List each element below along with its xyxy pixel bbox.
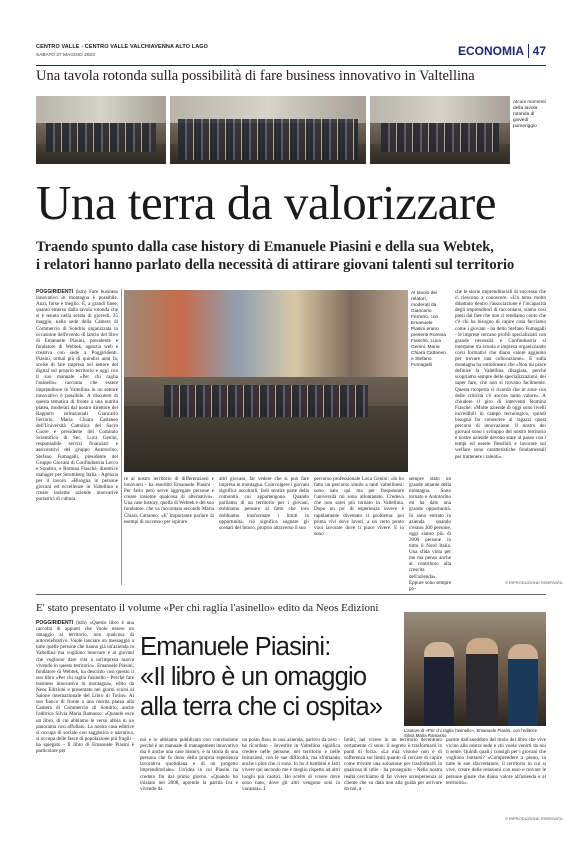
article2-kicker: E' stato presentato il volume «Per chi raglia l'asinello» edito da Neos Edizioni	[36, 602, 379, 614]
article1-col-1	[36, 289, 118, 587]
article1-col-4: percorso professionale Luca Genini: «Io ho fatto un percorso simile a tanti valtellinesi: sono nato qui ma per frequentare l'università mi sono allontanato. Credevo che non sarei più tornato in Valtellina. Dopo un po' di esperienza invece è rapidamente diventato il problema: poi prima vivi dove lavori, a un certo punto vuoi lavorare dove ti piace vivere. E io sono	[314, 476, 404, 537]
subheadline-line-2: i relatori hanno parlato della necessità di attirare giovani talenti sul territorio	[36, 257, 515, 273]
article2-col-3: un posto fisso in una azienda, partivo da zero - ha ricordato - Investire in Valtellina significa credere nelle persone, nel territorio e nelle istituzioni, con le sue difficoltà, ma sfruttando anche i plus che ci sono. Io ho 4 bambini e farli vivere qui secondo me è meglio rispetto ad altri luoghi più caotici. Ho scelto di vivere dove sono nato, dove gli altri vengono solo in vacanza». I	[242, 737, 340, 792]
photo-author-editor	[404, 612, 546, 726]
issue-date: SABATO 27 MAGGIO 2023	[36, 53, 95, 58]
photo-speakers-group	[170, 96, 366, 164]
article2-byline: POGGIRIDENTI	[36, 620, 74, 626]
article2-headline-line-1: Emanuele Piasini:	[140, 633, 331, 661]
photo-audience-right	[370, 96, 510, 164]
article2-col-2: noi e lo abbiamo pubblicato con convinzione perché è un manuale di management innovativo ma è anche una case history, è la storia di una persona che fa dono della propria esperienza lavorativa quotidiana e di un progetto imprenditoriale». Un'idea in cui Piasini ha creduto fin dal primo giorno. «Quando ho iniziato nel 2008, aprendo la partita Iva e vivendo da	[140, 737, 238, 792]
article1-col-2: re al nostro territorio di differenziarsi e innovarsi - ha esordito Emanuele Piasini - Per farlo però serve aggregare persone e creare insieme qualcosa di alternativo». Una case history, quella di Webtek e del suo fondatore, che va raccontata secondo Maria Chiara Cattaneo: «E' importante parlare di esempi di successo per ispirare	[124, 476, 214, 525]
article1-col-1-text: (bzh) Fare business innovativo in montagna è possibile. Anzi, forse è meglio. È, a grandi linee, quanto emerso dalla tavola rotonda che si è tenuta nella serata di giovedì, 25 maggio, nella sede della Camera di Commercio di Sondrio organizzata in occasione dell'evento di lancio del libro di Emanuele Piasini, presidente e fondatore di Webtek, agenzia web e creativa con sede a Poggiridenti. Piasini, ormai più di quindici anni fa, scelse di fare impresa nel settore del digital sul proprio territorio e oggi con il suo manuale «Per chi raglia l'asinello» racconta che essere imprenditore in Valtellina in un settore innovativo è possibile. A discutere di questa tematica di fronte a una nutrita platea, moderati dal nostro direttore dei Rapporti istituzionali Giancarlo Ferrario, Maria Chiara Cattaneo dell'Università Cattolica del Sacro Cuore e presidente del Comitato Scientifico di Sec, Luca Genini, responsabile servizi finanziari e assicurativi del gruppo Autotorino, Stefano Fumagalli, presidente del Gruppo Giovani di Confindustria Lecco e Sondrio, e Romina Fiaschè, direttrice manager per Stromberg Italia - Agenzia per il lavoro. «Bisogna in persone giovani ed eccellenze in Valtellina e creare insieme aziende innovative portatrici di cultura.	[36, 289, 118, 503]
article2-credit: © RIPRODUZIONE RISERVATA	[505, 816, 563, 821]
photo-audience-left	[36, 96, 166, 164]
article2-col-4: limiti, nel vivere in un territorio decentrato certamente ci sono: il segreto è trasformarli in punti di forza. «La mia visione non è di sofferenza sui limiti quanto di cercare di capire come trovare una soluzione per trasformarli in qualcosa di utile - ha proseguito - Nella nostra realtà cerchiamo di far vivere un'esperienza al cliente che va data non alla guida per arrivare da noi, a	[344, 737, 442, 792]
article1-col-5: sempre stato un grande amante della montagna. Sono tornato e Autotorino mi ha dato una grande opportunità. Io sono entrato in azienda quando c'erano 300 persone, oggi siamo più di 2000 persone in tutto il Nord Italia. Una sfida vinta per me ma penso anche al contributo alla crescita dell'azienda». Eppure sono sempre po-	[409, 476, 451, 592]
main-headline: Una terra da valorizzare	[36, 175, 496, 230]
top-kicker: Una tavola rotonda sulla possibilità di fare business innovativo in Valtellina	[36, 68, 475, 84]
article1-byline: POGGIRIDENTI	[36, 289, 74, 295]
top-photo-caption: Alcuni momenti della tavola rotonda di giovedì pomeriggio	[513, 100, 546, 129]
subheadline-line-1: Traendo spunto dalla case history di Emanuele Piasini e della sua Webtek,	[36, 239, 494, 255]
photo-round-table	[124, 290, 408, 472]
article1-col-3: altri giovani, far vedere che si può fare impresa in montagna. Coinvolgere i giovani significa ascoltarli, farli sentire parte della comunità cui appartengono. Quando parliamo di un territorio per i giovani, dobbiamo pensare al fatto che loro dobbiamo trasformare i limiti in opportunità, ciò significa sognare gli scenari del futuro, proprio attraverso il suo	[219, 476, 309, 531]
newspaper-name: CENTRO VALLE - CENTRO VALLE VALCHIAVENNA ALTO LAGO	[36, 44, 209, 50]
article2-col-5: partire dall'aneddoto del titolo del libro che vive vicino alla nostra sede e chi vuole venirti da noi ti sente. Quindi quali i consigli per i giovani che vogliono buttarsi? «Comprendere a pieno, in tutte le sue sfaccettature, il territorio in cui si vive, creare delle relazioni con esso e trovare le persone giuste che diano valore all'azienda e al territorio».	[446, 737, 546, 786]
article1-photo-caption: Al tavolo dei relatori, moderati da Giancarlo Ferrario, con Emanuele Piasini erano presenti Romina Fiaschè, Luca Genini, Maria Chiara Cattaneo e Stefano Fumagalli	[411, 291, 446, 368]
page-number: 47	[528, 44, 546, 58]
subheadline	[36, 238, 546, 274]
article2-headline	[140, 632, 400, 722]
article2-col-1-text: (bzh) «Questo libro è una raccolta di appunti che vuole essere un omaggio al territorio, non qualcosa di autocelebrativo. Vuole lanciare un messaggio a tutte quelle persone che hanno già un'azienda in Valtellina ma vogliono innovare e ai giovani che vogliono dare vita a un'impresa nuova vivendo in questo territorio». Emanuele Piasini, fondatore di Webtek, ha descritto così questo il suo libro «Per chi raglia l'asinello - Perché fare business innovativo in montagna», edito da Neos Edizioni e presentato nei giorni scorsi al Salone internazionale del Libro di Torino. Al suo fianco di fronte a una nutrita platea alla Camera di Commercio di Sondrio, anche l'editrice Silvia Maria Ramasso: «Quando esce un libro, di cui abbiamo le verso abbia in un panorama così affollato. La nostra casa editrice si occupa di sociale con saggistica e narrativa, si occupa delle fasce di popolazione più fragili - ha spiegato - Il libro di Emanuele Piasini è particolare per	[36, 620, 134, 754]
page-header	[36, 44, 546, 66]
section-name: ECONOMIA	[458, 44, 524, 58]
article2-photo-caption: L'autore di «Per chi raglia l'asinello», Emanuele Piasini, con l'editrice Silvia Maria Ramasso	[404, 728, 538, 738]
article1-col-6: che le storie imprenditoriali di successo che ci riescono a conoscere. «Un tema molto dibattuto dentro l'associazione è l'incapacità degli imprenditori di raccontarsi, siamo così presi dal fare che non ci rendiamo conto che c'è chi ha bisogno di capire cosa facciamo come i giovani - ha detto Stefano Fumagalli - le imprese cercano profili specializzati con grande necessità e Confindustria si interpone tra scuola e impresa organizzando corsi formativi che diano valore aggiunto per trovare una collocazione». E sulla montagna ha sottolineato che «Non mi piace definire la Valtellina disagiata, perché scopriamo sempre delle specializzazioni, dei saper fare, che non si trovano facilmente. Questa ricoperta ci ricorda che in zone con delle criticità c'è ancora tanto valore». A chiudere il giro di interventi Romina Fiaschè: «Molte aziende di oggi sono livelli incredibili in campo tecnologico, quindi bisogna far conoscere ai ragazzi quest percorsi di innovazione. Il nostro dei giovani sono i sviluppo del nostro territorio e nostre aziende devono stare al passo con i tempi ed essere flessibili e lavorare sul welfare sono caratteristiche fondamentali per trattenere i talenti».	[455, 289, 546, 460]
article2-headline-line-2: «Il libro è un omaggio	[140, 663, 367, 691]
article2-col-1	[36, 620, 134, 820]
article1-credit: © RIPRODUZIONE RISERVATA	[505, 580, 563, 585]
article2-headline-line-3: alla terra che ci ospita»	[140, 693, 383, 721]
